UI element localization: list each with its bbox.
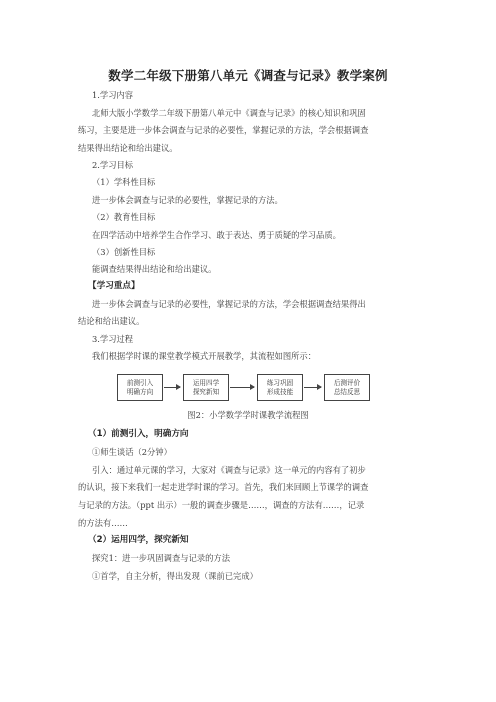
subheading: （2）教育性目标 [92,212,156,222]
paragraph-line: ①师生谈话（2分钟） [92,447,172,457]
paragraph-line: 结论和给出建议。 [78,316,145,326]
document-title: 数学二年级下册第八单元《调查与记录》教学案例 [108,68,388,83]
paragraph-line: 与记录的方法。（ppt 出示）一般的调查步骤是……，调查的方法有……，记录 [78,500,365,510]
paragraph-line: 进一步体会调查与记录的必要性，掌握记录的方法。 [92,195,283,205]
paragraph-line: 结果得出结论和给出建议。 [78,143,178,153]
flow-box-line: 明确方向 [126,387,154,396]
paragraph-line: 探究1：进一步巩固调查与记录的方法 [92,553,231,563]
flow-arrow [164,387,180,388]
flow-box-line: 后测评价 [333,378,361,387]
process-step-heading: （2）运用四学，探究新知 [88,535,189,545]
key-points-heading: 【学习重点】 [88,281,140,291]
paragraph-line: 能调查结果得出结论和给出建议。 [92,264,217,274]
flow-box-line: 前测引入 [126,378,154,387]
paragraph-line: 北师大版小学数学二年级下册第八单元中《调查与记录》的核心知识和巩固 [92,108,366,118]
paragraph-line: 的方法有…… [78,518,128,528]
flow-box-line: 练习巩固 [266,378,294,387]
flow-box [324,374,370,401]
flow-box-line: 运用四学 [192,378,220,387]
paragraph-line: 的认识，接下来我们一起走进学时课的学习。首先，我们来回顾上节课学的调查 [78,482,369,492]
flow-box-line: 探究新知 [192,387,220,396]
paragraph-line: 进一步体会调查与记录的必要性，掌握记录的方法，学会根据调查结果得出 [92,299,366,309]
process-flowchart [117,374,387,408]
process-step-heading: （1）前测引入，明确方向 [88,429,189,439]
subheading: （1）学科性目标 [92,177,156,187]
paragraph-line: 练习，主要是进一步体会调查与记录的必要性，掌握记录的方法，学会根据调查 [78,125,369,135]
flow-arrow [304,387,321,388]
flow-box [257,374,303,401]
flow-box [183,374,229,401]
figure-caption: 图2：小学数学学时课教学流程图 [187,410,309,420]
flow-arrow [230,387,254,388]
flow-box [117,374,163,401]
paragraph-line: 在四学活动中培养学生合作学习、敢于表达、勇于质疑的学习品质。 [92,230,341,240]
section-heading-objectives: 2.学习目标 [92,160,134,170]
paragraph-line: ①首学，自主分析，得出发现（课前已完成） [92,571,258,581]
paragraph-line: 我们根据学时课的课堂教学模式开展教学，其流程如图所示： [92,351,317,361]
flow-box-line: 总结反思 [333,387,361,396]
paragraph-line: 引入：通过单元课的学习，大家对《调查与记录》这一单元的内容有了初步 [92,465,366,475]
subheading: （3）创新性目标 [92,247,156,257]
flow-box-line: 形成技能 [266,387,294,396]
section-heading-process: 3.学习过程 [92,334,134,344]
section-heading-content: 1.学习内容 [92,90,134,100]
